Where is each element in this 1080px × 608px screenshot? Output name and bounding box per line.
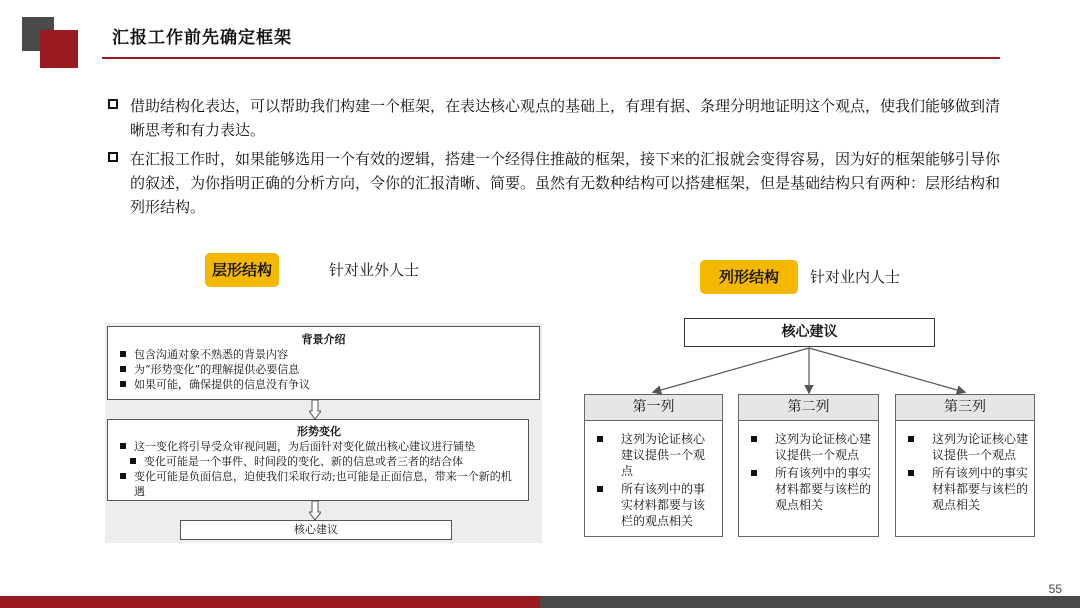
column-1-header: 第一列 — [584, 394, 723, 421]
column-3-body — [895, 421, 1035, 537]
bullet-square-icon — [130, 458, 136, 464]
layered-structure-tag: 层形结构 — [205, 253, 279, 287]
list-item: 所有该列中的事实材料都要与该栏的观点相关 — [749, 465, 872, 513]
bullet-square-icon — [120, 351, 126, 357]
column-structure-desc: 针对业内人士 — [810, 268, 901, 286]
column-2-body — [738, 421, 879, 537]
column-2-header: 第二列 — [738, 394, 879, 421]
down-arrow-icon — [309, 501, 321, 521]
list-item: 为“形势变化”的理解提供必要信息 — [116, 362, 531, 377]
bullet-square-icon — [597, 486, 603, 492]
down-arrow-icon — [309, 400, 321, 420]
bullet-item-1 — [108, 94, 1003, 142]
bullet-square-icon — [908, 470, 914, 476]
bullet-text-2: 在汇报工作时，如果能够选用一个有效的逻辑，搭建一个经得住推敲的框架，接下来的汇报就会变得容易，因为好的框架能够引导你的叙述，为你指明正确的分析方向，令你的汇报清晰、简要。虽然有无数种结构可以搭建框架，但是基础结构只有两种：层形结构和列形结构。 — [130, 150, 1001, 216]
list-item: 变化可能是负面信息，迫使我们采取行动;也可能是正面信息，带来一个新的机遇 — [116, 469, 522, 499]
list-item: 包含沟通对象不熟悉的背景内容 — [116, 347, 531, 362]
footer-bar-red — [0, 596, 540, 608]
logo-red-square — [40, 30, 78, 68]
bullet-square-icon — [120, 381, 126, 387]
checkbox-square-icon — [108, 99, 118, 109]
bullet-item-2 — [108, 147, 1003, 219]
page-title: 汇报工作前先确定框架 — [112, 28, 292, 48]
list-item: 所有该列中的事实材料都要与该栏的观点相关 — [595, 481, 716, 529]
bullet-square-icon — [751, 436, 757, 442]
title-divider — [102, 57, 1000, 59]
page-number: 55 — [1048, 582, 1062, 596]
background-box-title: 背景介绍 — [301, 333, 346, 346]
list-item: 这列为论证核心建议提供一个观点 — [906, 431, 1028, 463]
bullet-square-icon — [597, 436, 603, 442]
bullet-square-icon — [908, 436, 914, 442]
list-item: 这一变化将引导受众审视问题，为后面针对变化做出核心建议进行铺垫 — [116, 439, 522, 454]
core-recommendation-box: 核心建议 — [180, 520, 452, 540]
list-item: 如果可能，确保提供的信息没有争议 — [116, 377, 531, 392]
bullet-square-icon — [120, 473, 126, 479]
checkbox-square-icon — [108, 152, 118, 162]
column-1-body — [584, 421, 723, 537]
background-box — [107, 326, 540, 400]
column-structure-tag: 列形结构 — [700, 260, 798, 294]
bullet-text-1: 借助结构化表达，可以帮助我们构建一个框架，在表达核心观点的基础上，有理有据、条理分明地证明这个观点，使我们能够做到清晰思考和有力表达。 — [130, 97, 1001, 139]
list-item: 这列为论证核心建议提供一个观点 — [595, 431, 716, 479]
list-item: 这列为论证核心建议提供一个观点 — [749, 431, 872, 463]
footer-bar-gray — [540, 596, 1080, 608]
core-recommendation-header: 核心建议 — [684, 318, 935, 347]
situation-change-box — [107, 419, 529, 501]
layered-structure-desc: 针对业外人士 — [329, 261, 420, 279]
bullet-square-icon — [120, 366, 126, 372]
list-item: 变化可能是一个事件、时间段的变化、新的信息或者三者的结合体 — [116, 454, 522, 469]
list-item: 所有该列中的事实材料都要与该栏的观点相关 — [906, 465, 1028, 513]
bullet-square-icon — [120, 443, 126, 449]
column-3-header: 第三列 — [895, 394, 1035, 421]
bullet-square-icon — [751, 470, 757, 476]
connector-arrows — [640, 346, 1020, 396]
situation-change-title: 形势变化 — [297, 425, 341, 438]
